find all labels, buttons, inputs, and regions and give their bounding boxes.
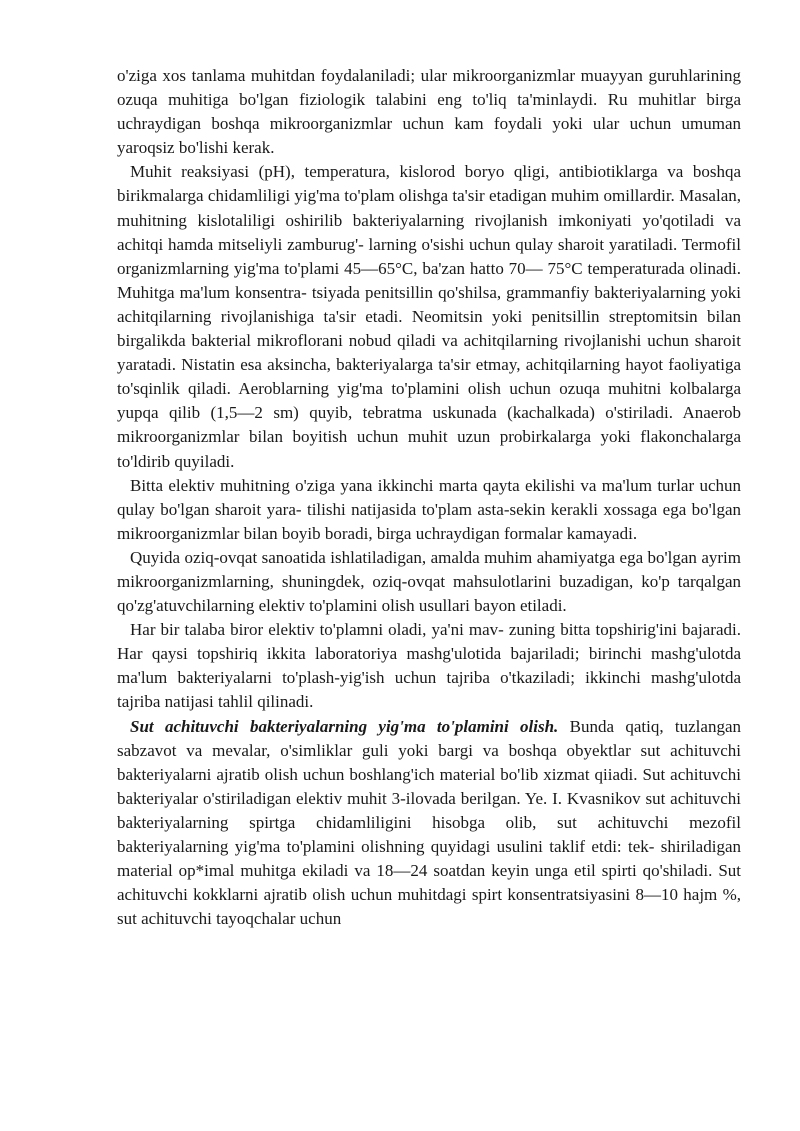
body-text [117, 64, 741, 931]
paragraph-continuation: o'ziga xos tanlama muhitdan foydalaniladi; ular mikroorganizmlar muayyan guruhlarining ozuqa muhitiga bo'lgan fiziologik talabini eng to'liq ta'minlaydi. Ru muhitlar birga uchraydigan boshqa mikroorganizmlar uchun kam foydali yoki ular uchun umuman yaroqsiz bo'lishi kerak. [117, 66, 741, 158]
paragraph-medium-factors: Muhit reaksiyasi (pH), temperatura, kislorod boryo qligi, antibiotiklarga va boshqa birikmalarga chidamliligi yig'ma to'plam olishga ta'sir etadigan muhim omillardir. Masalan, muhitning kislotaliligi oshirilib bakteriyalarning rivojlanish imkoniyati yo'qotiladi va achitqi hamda mitseliyli zamburug'- larning o'sishi uchun qulay sharoit yaratiladi. Termofil organizmlarning yig'ma to'plami 45—65°C, ba'zan hatto 70— 75°C temperaturada olinadi. Muhitga ma'lum konsentra- tsiyada penitsillin qo'shilsa, grammanfiy bakteriyalarning yoki achitqilarning rivojlanishiga ta'sir etadi. Neomitsin yoki penitsillin streptomitsin bilan birgalikda bakterial mikroflorani nobud qiladi va achitqilarning rivojlanishi uchun sharoit yaratadi. Nistatin esa aksincha, bakteriyalarga ta'sir etmay, achitqilarning hayot faoliyatiga to'sqinlik qiladi. Aeroblarning yig'ma to'plamini olish uchun ozuqa muhitni kolbalarga yupqa qilib (1,5—2 sm) quyib, tebratma uskunada (kachalkada) o'stiriladi. Anaerob mikroorganizmlar bilan boyitish uchun muhit uzun probirkalarga yoki flakonchalarga to'ldirib quyiladi. [117, 162, 741, 471]
paragraph-student-task: Har bir talaba biror elektiv to'plamni oladi, ya'ni mav- zuning bitta topshirig'ini bajaradi. Har qaysi topshiriq ikkita laboratoriya mashg'ulotida bajariladi; birinchi mashg'ulotda ma'lum bakteriyalarni to'plash-yig'ish uchun tajriba o'tkaziladi; ikkinchi mashg'ulotda tajriba natijasi tahlil qilinadi. [117, 620, 741, 712]
section-heading: Sut achituvchi bakteriyalarning yig'ma to'plamini olish. [130, 716, 559, 736]
paragraph-reinoculation: Bitta elektiv muhitning o'ziga yana ikkinchi marta qayta ekilishi va ma'lum turlar uchun qulay bo'lgan sharoit yara- tilishi natijasida to'plam asta-sekin kerakli xossaga ega bo'lgan mikroorganizmlar bilan boyib boradi, birga uchraydigan formalar kamayadi. [117, 475, 741, 543]
section-text: Bunda qatiq, tuzlangan sabzavot va mevalar, o'simliklar guli yoki bargi va boshqa obyektlar sut achituvchi bakteriyalarni ajratib olish uchun boshlang'ich material bo'lib xizmat qiiadi. Sut achituvchi bakteriyalar o'stiriladigan elektiv muhit 3-ilovada berilgan. Ye. I. Kvasnikov sut achituvchi bakteriyalarning spirtga chidamliligini hisobga olib, sut achituvchi mezofil bakteriyalarning yig'ma to'plamini olishning quyidagi usulini taklif etdi: tek- shiriladigan material op*imal muhitga ekiladi va 18—24 soatdan keyin unga etil spirti qo'shiladi. Sut achituvchi kokklarni ajratib olish uchun muhitdagi spirt konsentratsiyasini 8—10 hajm %, sut achituvchi tayoqchalar uchun [117, 716, 741, 929]
paragraph-lactic-section [117, 715, 741, 932]
paragraph-methods-intro: Quyida oziq-ovqat sanoatida ishlatiladigan, amalda muhim ahamiyatga ega bo'lgan ayrim mikroorganizmlarning, shuningdek, oziq-ovqat mahsulotlarini buzadigan, ko'p tarqalgan qo'zg'atuvchilarning elektiv to'plamini olish usullari bayon etiladi. [117, 547, 741, 616]
